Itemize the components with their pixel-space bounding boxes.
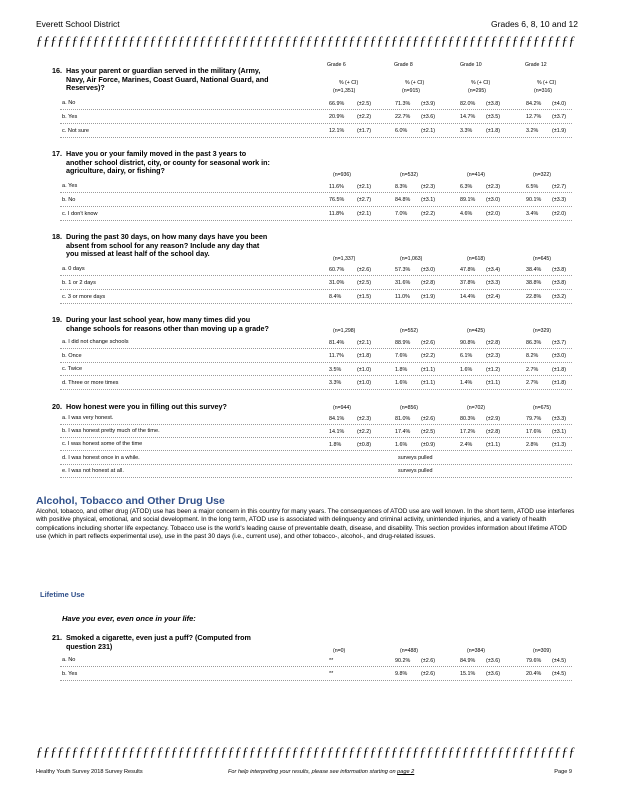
percent-value: 6.1% <box>460 353 473 360</box>
ci-value: (±3.3) <box>552 197 567 204</box>
ci-value: (±3.1) <box>421 197 436 204</box>
percent-value: 76.5% <box>329 197 345 204</box>
percent-value: 57.3% <box>395 266 411 273</box>
q19-n-0: (n=1,298) <box>333 328 356 334</box>
percent-value: 4.6% <box>460 211 473 218</box>
option-label: b. Yes <box>62 670 78 677</box>
percent-value: 90.8% <box>460 339 476 346</box>
row-rule <box>60 362 572 363</box>
ci-value: (±2.0) <box>552 211 567 218</box>
ci-value: (±2.9) <box>486 415 501 422</box>
percent-value: 66.9% <box>329 100 345 107</box>
grade-12-n: (n=316) <box>534 88 553 94</box>
ci-value: (±1.8) <box>552 380 567 387</box>
ci-value: (±3.0) <box>552 353 567 360</box>
ci-value: (±3.9) <box>421 100 436 107</box>
q21-line: question 231) <box>66 641 113 651</box>
row-rule <box>60 303 572 304</box>
ci-value: (±4.0) <box>552 100 567 107</box>
ci-value: (±2.1) <box>357 211 372 218</box>
percent-value: 2.7% <box>526 380 539 387</box>
row-rule <box>60 206 572 207</box>
ci-value: (±2.3) <box>421 183 436 190</box>
option-label: a. I did not change schools <box>62 339 129 345</box>
percent-value: 84.2% <box>526 100 542 107</box>
surveys-pulled-note: surveys pulled <box>398 455 433 462</box>
percent-value: 7.0% <box>395 211 408 218</box>
q18-line: absent from school for any reason? Include any day that <box>66 240 260 250</box>
ci-value: (±3.6) <box>486 657 501 664</box>
footer-help-text <box>228 769 414 775</box>
row-rule <box>60 464 572 465</box>
q18-n-0: (n=1,337) <box>333 256 356 262</box>
option-label: d. I was honest once in a while. <box>62 454 140 461</box>
district-name: Everett School District <box>36 19 120 29</box>
ci-value: (±1.9) <box>552 128 567 135</box>
q19-line: During your last school year, how many times did you <box>66 315 251 324</box>
grade-6-header: Grade 6 <box>327 62 346 68</box>
row-rule <box>60 477 572 478</box>
ci-value: (±1.8) <box>357 353 372 360</box>
ci-value: (±2.3) <box>486 353 501 360</box>
ci-value: (±1.2) <box>486 366 501 373</box>
q20-n-2: (n=702) <box>467 405 486 411</box>
percent-value: 1.4% <box>460 380 473 387</box>
q19-text <box>52 316 322 333</box>
ci-value: (±3.6) <box>421 114 436 121</box>
percent-value: 2.7% <box>526 366 539 373</box>
q21-n-2: (n=384) <box>467 648 486 654</box>
ci-value: (±3.1) <box>552 428 567 435</box>
ci-value: (±0.8) <box>357 441 372 448</box>
ci-value: (±2.1) <box>421 128 436 135</box>
ci-value: (±2.1) <box>357 339 372 346</box>
percent-value: ** <box>329 671 334 678</box>
ci-value: (±4.5) <box>552 671 567 678</box>
option-label: a. No <box>62 657 76 663</box>
option-label: b. 1 or 2 days <box>62 279 96 286</box>
ci-value: (±3.6) <box>486 671 501 678</box>
q18-line: you missed at least half of the school day. <box>66 249 210 259</box>
percent-value: 88.9% <box>395 339 411 346</box>
q18-line: During the past 30 days, on how many days have you been <box>66 232 268 241</box>
percent-value: 2.4% <box>460 441 473 448</box>
option-label: b. I was honest pretty much of the time. <box>62 428 160 435</box>
option-label: e. I was not honest at all. <box>62 467 124 474</box>
option-label: d. Three or more times <box>62 379 119 386</box>
row-rule <box>60 389 572 390</box>
q21-n-1: (n=488) <box>400 648 419 654</box>
grade-12-ci: % (+ CI) <box>537 80 557 86</box>
ci-value: (±1.0) <box>357 380 372 387</box>
percent-value: 14.4% <box>460 294 476 301</box>
ci-value: (±1.1) <box>421 366 436 373</box>
q21-number: 21. <box>52 633 62 642</box>
q16-line: Reserves)? <box>66 83 105 93</box>
q17-n-0: (n=936) <box>333 172 352 178</box>
grade-10-n: (n=295) <box>468 88 487 94</box>
option-label: c. Twice <box>62 366 83 373</box>
percent-value: 31.6% <box>395 280 411 287</box>
row-rule <box>60 220 572 221</box>
q18-n-1: (n=1,063) <box>400 256 423 262</box>
percent-value: 2.8% <box>526 441 539 448</box>
q20-text <box>52 403 322 412</box>
option-label: a. No <box>62 100 76 106</box>
ci-value: (±2.6) <box>421 339 436 346</box>
page-number: Page 9 <box>554 769 572 775</box>
footer-page-link[interactable]: page 2 <box>397 769 415 775</box>
ci-value: (±3.2) <box>552 294 567 301</box>
percent-value: 1.6% <box>395 441 408 448</box>
ci-value: (±2.2) <box>421 353 436 360</box>
ci-value: (±0.9) <box>421 441 436 448</box>
percent-value: 8.4% <box>329 294 342 301</box>
percent-value: 47.8% <box>460 266 476 273</box>
q18-n-2: (n=618) <box>467 256 486 262</box>
percent-value: 3.3% <box>460 128 473 135</box>
grade-10-header: Grade 10 <box>460 62 482 68</box>
percent-value: 14.1% <box>329 428 345 435</box>
percent-value: 20.9% <box>329 114 345 121</box>
percent-value: 3.2% <box>526 128 539 135</box>
percent-value: 89.1% <box>460 197 476 204</box>
percent-value: 6.3% <box>460 183 473 190</box>
q19-line: change schools for reasons other than moving up a grade? <box>66 323 269 333</box>
percent-value: 82.0% <box>460 100 476 107</box>
percent-value: 81.4% <box>329 339 345 346</box>
ci-value: (±2.3) <box>357 415 372 422</box>
q17-line: another school district, city, or county for seasonal work in: <box>66 157 270 167</box>
percent-value: 20.4% <box>526 671 542 678</box>
percent-value: 84.9% <box>460 657 476 664</box>
percent-value: 17.6% <box>526 428 542 435</box>
option-label: a. I was very honest. <box>62 415 114 421</box>
q20-n-3: (n=675) <box>533 405 552 411</box>
q16-number: 16. <box>52 66 62 75</box>
option-label: a. Yes <box>62 183 78 189</box>
q16-text <box>52 67 322 93</box>
ci-value: (±2.6) <box>421 415 436 422</box>
ci-value: (±1.1) <box>486 441 501 448</box>
lifetime-lead-question: Have you ever, even once in your life: <box>62 614 196 623</box>
percent-value: 12.1% <box>329 128 345 135</box>
q21-n-3: (n=309) <box>533 648 552 654</box>
q21-line: Smoked a cigarette, even just a puff? (Computed from <box>66 633 251 642</box>
ci-value: (±3.7) <box>552 339 567 346</box>
q20-n-0: (n=944) <box>333 405 352 411</box>
percent-value: 3.3% <box>329 380 342 387</box>
q18-number: 18. <box>52 232 62 241</box>
row-rule <box>60 424 572 425</box>
q17-n-2: (n=414) <box>467 172 486 178</box>
percent-value: 22.8% <box>526 294 542 301</box>
ci-value: (±1.5) <box>357 294 372 301</box>
option-label: c. Not sure <box>62 127 90 134</box>
grade-10-ci: % (+ CI) <box>471 80 491 86</box>
option-label: c. I was honest some of the time <box>62 441 143 448</box>
q16-line: Has your parent or guardian served in the military (Army, <box>66 66 261 75</box>
grade-8-header: Grade 8 <box>394 62 413 68</box>
grade-8-ci: % (+ CI) <box>405 80 425 86</box>
percent-value: 79.7% <box>526 415 542 422</box>
percent-value: 31.0% <box>329 280 345 287</box>
q21-n-0: (n=0) <box>333 648 346 654</box>
q18-text <box>52 233 322 259</box>
percent-value: 17.4% <box>395 428 411 435</box>
ci-value: (±3.8) <box>486 100 501 107</box>
grade-6-ci: % (+ CI) <box>339 80 359 86</box>
footer-survey-name: Healthy Youth Survey 2018 Survey Results <box>36 769 143 775</box>
percent-value: 86.3% <box>526 339 542 346</box>
percent-value: 1.6% <box>460 366 473 373</box>
option-label: c. 3 or more days <box>62 293 106 300</box>
ci-value: (±4.5) <box>552 657 567 664</box>
ci-value: (±3.8) <box>552 266 567 273</box>
q19-n-2: (n=425) <box>467 328 486 334</box>
ci-value: (±1.1) <box>486 380 501 387</box>
q16-line: Navy, Air Force, Marines, Coast Guard, National Guard, and <box>66 74 269 84</box>
lifetime-use-subtitle: Lifetime Use <box>40 590 85 599</box>
row-rule <box>60 375 572 376</box>
ci-value: (±3.8) <box>552 280 567 287</box>
ci-value: (±1.0) <box>357 366 372 373</box>
q17-number: 17. <box>52 149 62 158</box>
row-rule <box>60 137 572 138</box>
ci-value: (±2.2) <box>357 114 372 121</box>
q20-number: 20. <box>52 402 62 411</box>
ci-value: (±3.5) <box>486 114 501 121</box>
percent-value: 12.7% <box>526 114 542 121</box>
ci-value: (±3.0) <box>486 197 501 204</box>
percent-value: 79.6% <box>526 657 542 664</box>
q17-n-3: (n=322) <box>533 172 552 178</box>
q17-line: Have you or your family moved in the past 3 years to <box>66 149 247 158</box>
ci-value: (±2.5) <box>357 100 372 107</box>
option-label: a. 0 days <box>62 266 85 272</box>
row-rule <box>60 437 572 438</box>
q20-n-1: (n=856) <box>400 405 419 411</box>
percent-value: 38.8% <box>526 280 542 287</box>
percent-value: 80.3% <box>460 415 476 422</box>
row-rule <box>60 666 572 667</box>
percent-value: 1.8% <box>329 441 342 448</box>
percent-value: 90.1% <box>526 197 542 204</box>
ci-value: (±1.8) <box>486 128 501 135</box>
percent-value: 3.5% <box>329 366 342 373</box>
percent-value: 11.0% <box>395 294 410 301</box>
percent-value: 81.0% <box>395 415 411 422</box>
footer-help-label: For help interpreting your results, please see information starting on <box>228 769 396 775</box>
percent-value: 6.0% <box>395 128 408 135</box>
row-rule <box>60 680 572 681</box>
ci-value: (±2.6) <box>421 657 436 664</box>
grade-8-n: (n=915) <box>402 88 421 94</box>
percent-value: 6.5% <box>526 183 539 190</box>
percent-value: 11.7% <box>329 353 344 360</box>
ci-value: (±2.5) <box>421 428 436 435</box>
ci-value: (±3.4) <box>486 266 501 273</box>
row-rule <box>60 123 572 124</box>
ci-value: (±2.2) <box>357 428 372 435</box>
percent-value: 84.1% <box>329 415 345 422</box>
percent-value: 22.7% <box>395 114 411 121</box>
q17-text <box>52 150 322 176</box>
q20-line: How honest were you in filling out this survey? <box>66 402 227 411</box>
ci-value: (±2.6) <box>421 671 436 678</box>
option-label: b. No <box>62 196 76 203</box>
percent-value: 60.7% <box>329 266 345 273</box>
ci-value: (±2.8) <box>421 280 436 287</box>
percent-value: 11.8% <box>329 211 344 218</box>
ci-value: (±2.8) <box>486 339 501 346</box>
q18-n-3: (n=645) <box>533 256 552 262</box>
row-rule <box>60 450 572 451</box>
percent-value: 1.8% <box>395 366 408 373</box>
percent-value: ** <box>329 657 334 664</box>
percent-value: 9.8% <box>395 671 408 678</box>
grades-label: Grades 6, 8, 10 and 12 <box>491 19 578 29</box>
percent-value: 37.8% <box>460 280 476 287</box>
ci-value: (±1.7) <box>357 128 372 135</box>
percent-value: 11.6% <box>329 183 344 190</box>
option-label: b. Once <box>62 352 82 359</box>
q19-number: 19. <box>52 315 62 324</box>
ci-value: (±2.8) <box>486 428 501 435</box>
percent-value: 7.6% <box>395 353 408 360</box>
percent-value: 17.2% <box>460 428 476 435</box>
surveys-pulled-note: surveys pulled <box>398 468 433 475</box>
grade-12-header: Grade 12 <box>525 62 547 68</box>
ci-value: (±1.8) <box>552 366 567 373</box>
ci-value: (±1.9) <box>421 294 436 301</box>
percent-value: 38.4% <box>526 266 542 273</box>
percent-value: 15.1% <box>460 671 476 678</box>
q21-text <box>52 634 322 651</box>
q19-n-3: (n=329) <box>533 328 552 334</box>
ci-value: (±2.1) <box>357 183 372 190</box>
q17-line: agriculture, dairy, or fishing? <box>66 166 165 176</box>
ci-value: (±2.7) <box>552 183 567 190</box>
ci-value: (±2.4) <box>486 294 501 301</box>
option-label: c. I don't know <box>62 210 98 217</box>
ci-value: (±1.1) <box>421 380 436 387</box>
row-rule <box>60 348 572 349</box>
percent-value: 90.2% <box>395 657 411 664</box>
ci-value: (±2.5) <box>357 280 372 287</box>
ci-value: (±3.7) <box>552 114 567 121</box>
ci-value: (±3.0) <box>421 266 436 273</box>
percent-value: 8.3% <box>395 183 408 190</box>
footer-decoration: ƒƒƒƒƒƒƒƒƒƒƒƒƒƒƒƒƒƒƒƒƒƒƒƒƒƒƒƒƒƒƒƒƒƒƒƒƒƒƒƒƒƒƒƒƒƒƒƒƒƒƒƒƒƒƒƒƒƒƒƒƒƒƒƒƒƒƒƒƒƒƒƒƒƒƒƒ <box>36 744 576 759</box>
percent-value: 71.3% <box>395 100 411 107</box>
row-rule <box>60 192 572 193</box>
percent-value: 84.8% <box>395 197 411 204</box>
percent-value: 14.7% <box>460 114 476 121</box>
ci-value: (±2.0) <box>486 211 501 218</box>
percent-value: 8.2% <box>526 353 539 360</box>
ci-value: (±3.3) <box>552 415 567 422</box>
ci-value: (±2.6) <box>357 266 372 273</box>
q19-n-1: (n=552) <box>400 328 419 334</box>
ci-value: (±2.7) <box>357 197 372 204</box>
q17-n-1: (n=532) <box>400 172 419 178</box>
row-rule <box>60 289 572 290</box>
grade-6-n: (n=1,351) <box>333 88 356 94</box>
ci-value: (±2.3) <box>486 183 501 190</box>
percent-value: 3.4% <box>526 211 539 218</box>
header-decoration: ƒƒƒƒƒƒƒƒƒƒƒƒƒƒƒƒƒƒƒƒƒƒƒƒƒƒƒƒƒƒƒƒƒƒƒƒƒƒƒƒƒƒƒƒƒƒƒƒƒƒƒƒƒƒƒƒƒƒƒƒƒƒƒƒƒƒƒƒƒƒƒƒƒƒƒƒ <box>36 33 576 48</box>
percent-value: 1.6% <box>395 380 408 387</box>
section-paragraph: Alcohol, tobacco, and other drug (ATOD) use has been a major concern in this country for many years. The consequences of ATOD use are well known. In the short term, ATOD use interferes with positive physical, emotional, and social development. In the long term, ATOD use is associated with delinquency and criminal activity, unintended injuries, and a variety of health complications including shorter life expectancy. Tobacco use is the world's leading cause of preventable death, disease, and disability. This section provides information about lifetime ATOD use (which in part reflects experimental use), use in the past 30 days (i.e., current use), and other tobacco-, alcohol-, and drug-related issues. <box>36 508 575 541</box>
option-label: b. Yes <box>62 113 78 120</box>
section-title: Alcohol, Tobacco and Other Drug Use <box>36 495 225 507</box>
row-rule <box>60 109 572 110</box>
ci-value: (±2.2) <box>421 211 436 218</box>
ci-value: (±3.3) <box>486 280 501 287</box>
row-rule <box>60 275 572 276</box>
ci-value: (±1.3) <box>552 441 567 448</box>
